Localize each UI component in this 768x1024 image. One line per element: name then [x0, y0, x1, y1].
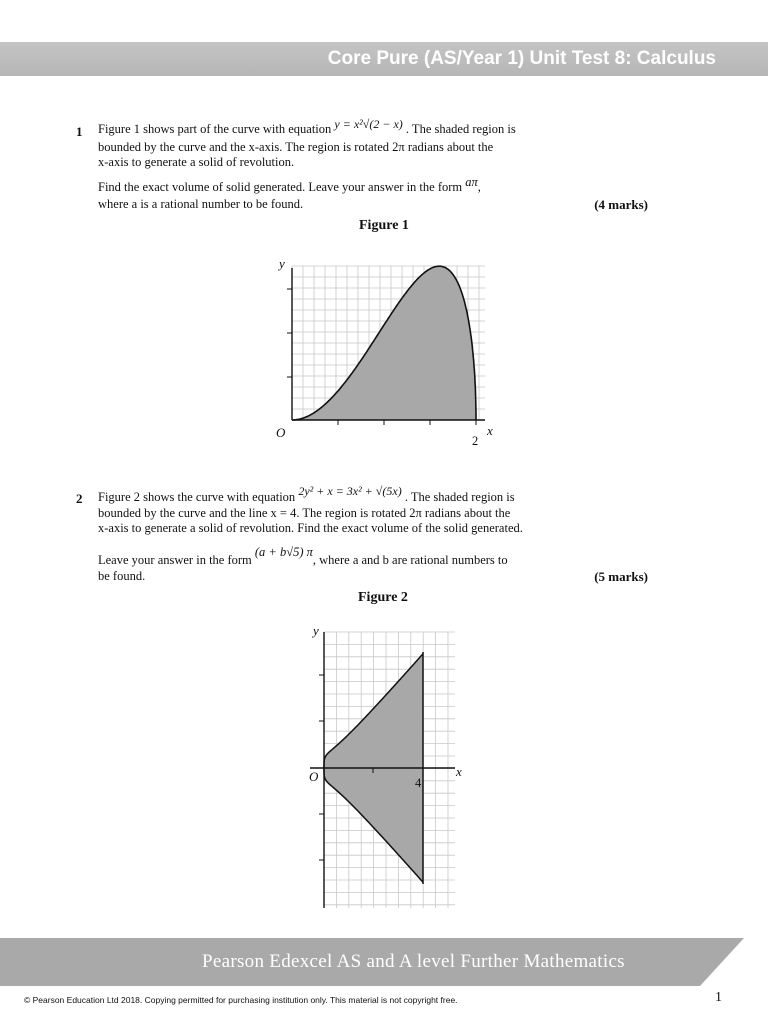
figure-1-x-label: x [487, 423, 493, 438]
question-1-line-1: Figure 1 shows part of the curve with equation y = x²√(2 − x) . The shaded region is [98, 117, 516, 136]
question-1-line-4: Find the exact volume of solid generated. Leave your answer in the form aπ, [98, 175, 481, 194]
figure-1-x-tick-label: 2 [472, 434, 479, 448]
question-2-line-4: Leave your answer in the form (a + b√5) π, where a and b are rational numbers to [98, 545, 508, 567]
copyright-notice: © Pearson Education Ltd 2018. Copying permitted for purchasing institution only. This material is not copyright free. [24, 995, 458, 1005]
footer-title: Pearson Edexcel AS and A level Further Mathematics [202, 951, 625, 972]
question-2-equation: 2y² + x = 3x² + √(5x) [298, 484, 402, 498]
figure-1-y-label: y [279, 256, 285, 271]
figure-2-x-tick-label: 4 [415, 776, 422, 790]
figure-1-title: Figure 1 [359, 218, 409, 233]
figure-2-title: Figure 2 [358, 590, 408, 605]
figure-2-y-label: y [313, 623, 319, 638]
question-1-number: 1 [76, 124, 83, 139]
page-title: Core Pure (AS/Year 1) Unit Test 8: Calculus [327, 48, 716, 69]
question-2-line-3: x-axis to generate a solid of revolution. Find the exact volume of the solid generated. [98, 521, 523, 535]
question-1-line-3: x-axis to generate a solid of revolution. [98, 155, 295, 169]
figure-2-x-label: x [456, 764, 462, 779]
question-2-line-2: bounded by the curve and the line x = 4. The region is rotated 2π radians about the [98, 506, 511, 520]
question-2-line-5: be found. [98, 569, 146, 583]
question-2-answer-form: (a + b√5) π [254, 545, 313, 559]
question-2-number: 2 [76, 491, 83, 506]
page-number: 1 [715, 990, 722, 1005]
question-1-marks: (4 marks) [594, 197, 648, 212]
question-2-marks: (5 marks) [594, 569, 648, 584]
figure-2-origin-label: O [309, 769, 319, 784]
question-1-equation: y = x²√(2 − x) [334, 117, 403, 131]
figure-1-origin-label: O [276, 425, 286, 440]
question-2-line-1: Figure 2 shows the curve with equation 2y² + x = 3x² + √(5x) . The shaded region is [98, 484, 515, 504]
question-1-line-2: bounded by the curve and the x-axis. The region is rotated 2π radians about the [98, 140, 494, 154]
question-1-answer-form: aπ [465, 175, 478, 189]
question-1-line-5: where a is a rational number to be found. [98, 197, 304, 211]
